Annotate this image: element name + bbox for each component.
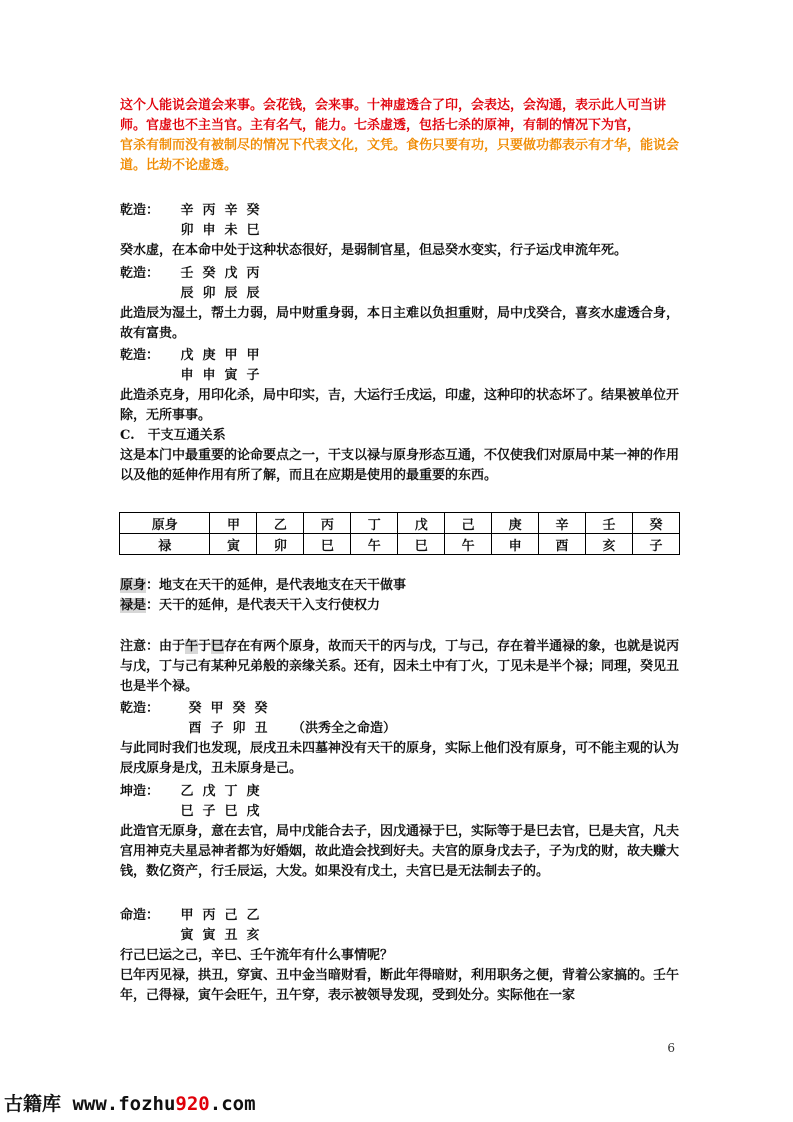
chart-6 [120,906,680,1006]
chart-label: 命造： [120,908,160,923]
table-cell: 巳 [398,534,445,555]
stem: 甲 [180,908,194,923]
table-cell: 原身 [120,513,210,534]
stem: 丙 [202,908,216,923]
table-cell: 己 [445,513,492,534]
table-cell: 午 [351,534,398,555]
chart-label: 乾造： [120,348,160,363]
definitions [120,576,680,616]
definition-text: ：地支在天干的延伸，是代表地支在天干做事 [146,578,407,593]
table-cell: 辛 [539,513,586,534]
section-heading: C. 干支互通关系 [120,428,226,443]
table-cell: 卯 [257,534,304,555]
stem: 乙 [180,784,194,799]
stem: 庚 [246,784,260,799]
branch: 巳 [180,804,194,819]
site-name: 古籍库 [4,1093,62,1115]
branch: 申 [202,368,216,383]
chart-label: 坤造： [120,784,160,799]
branch: 子 [202,804,216,819]
stem: 乙 [246,908,260,923]
branch: 子 [210,721,224,736]
branch: 卯 [232,721,246,736]
note-prefix: 注意：由于 [120,639,186,654]
paragraph: 此造辰为湿土，帮土力弱，局中财重身弱，本日主难以负担重财，局中戊癸合，喜亥水虚透合身，故有富贵。 [120,306,680,341]
table-cell: 酉 [539,534,586,555]
branch: 丑 [224,928,238,943]
stem: 壬 [180,266,194,281]
note-paragraph [120,637,680,697]
table-cell: 戊 [398,513,445,534]
table-cell: 亥 [585,534,632,555]
branch: 辰 [180,286,194,301]
chart-label: 乾造： [120,701,160,716]
note-mid: 于 [198,639,212,654]
branch: 辰 [246,286,260,301]
branch: 寅 [180,928,194,943]
term-lu: 禄是 [120,598,147,613]
table-cell: 巳 [304,534,351,555]
paragraph: 癸水虚，在本命中处于这种状态很好，是弱制官星，但忌癸水变实，行子运戊申流年死。 [120,243,628,258]
stem: 戊 [202,784,216,799]
note-rest: 存在有两个原身，故而天干的丙与戊，丁与己，存在着半通禄的象，也就是说丙与戊，丁与己有某种兄弟般的亲缘关系。还有，因未土中有丁火，丁见未是半个禄；同理，癸见丑也是半个禄。 [120,639,680,694]
table-cell: 丁 [351,513,398,534]
stem: 己 [224,908,238,923]
table-cell: 申 [492,534,539,555]
stem: 戊 [224,266,238,281]
stem: 丁 [224,784,238,799]
branch: 申 [180,368,194,383]
chart-5 [120,782,680,882]
paragraph: 巳年丙见禄，拱丑，穿寅、丑中金当暗财看，断此年得暗财，利用职务之便，背着公家搞的。壬午年，己得禄，寅午会旺午，丑午穿，表示被领导发现，受到处分。实际他在一家 [120,968,680,1003]
chart-4 [120,699,680,779]
paragraph: 与此同时我们也发现，辰戌丑未四墓神没有天干的原身，实际上他们没有原身，可不能主观的认为辰戌原身是戊，丑未原身是己。 [120,741,680,776]
site-url-b: .com [209,1093,256,1115]
table-row [120,513,680,534]
table-cell: 壬 [585,513,632,534]
intro-red-text: 这个人能说会道会来事。会花钱，会来事。十神虚透合了印，会表达，会沟通，表示此人可当讲师。官虚也不主当官。主有名气，能力。七杀虚透，包括七杀的原神，有制的情况下为官， [120,98,667,133]
chart-3 [120,346,680,486]
branch: 卯 [180,223,194,238]
stem: 癸 [246,203,260,218]
table-cell: 寅 [210,534,257,555]
chart-label: 乾造： [120,266,160,281]
term-yuanshen: 原身 [120,578,147,593]
yuanshen-lu-table [119,512,680,555]
paragraph: 行己巳运之己，辛巳、壬午流年有什么事情呢？ [120,948,394,963]
stem: 癸 [202,266,216,281]
intro-orange-text: 官杀有制而没有被制尽的情况下代表文化，文凭。食伤只要有功，只要做功都表示有才华，能说会道。比劫不论虚透。 [120,138,680,173]
branch: 丑 [254,721,268,736]
table-cell: 癸 [632,513,679,534]
paragraph: 此造官无原身，意在去官，局中戊能合去子，因戊通禄于巳，实际等于是巳去官，巳是夫宫，凡夫宫用神克夫星忌神者都为好婚姻，故此造会找到好夫。夫宫的原身戊去子，子为戊的财，故夫赚大钱，数亿资产，行壬辰运，大发。如果没有戊土，夫宫巳是无法制去子的。 [120,824,680,879]
note-highlight: 巳 [211,639,225,654]
stem: 辛 [224,203,238,218]
definition-text: ：天干的延伸，是代表天干入支行使权力 [146,598,381,613]
branch: 巳 [246,223,260,238]
table-cell: 庚 [492,513,539,534]
site-url-number: 920 [175,1093,210,1115]
branch: 亥 [246,928,260,943]
table-cell: 午 [445,534,492,555]
stem: 庚 [202,348,216,363]
intro-block [120,96,680,176]
stem: 甲 [246,348,260,363]
chart-note: （洪秀全之命造） [292,721,397,736]
branch: 辰 [224,286,238,301]
paragraph: 这是本门中最重要的论命要点之一，干支以禄与原身形态互通，不仅使我们对原局中某一神的作用以及他的延伸作用有所了解，而且在应期是使用的最重要的东西。 [120,448,680,483]
stem: 丙 [246,266,260,281]
branch: 酉 [188,721,202,736]
branch: 未 [224,223,238,238]
branch: 子 [246,368,260,383]
note-highlight: 午 [185,639,199,654]
stem: 甲 [210,701,224,716]
table-cell: 禄 [120,534,210,555]
table-cell: 丙 [304,513,351,534]
site-watermark[interactable] [4,1089,256,1116]
branch: 戌 [246,804,260,819]
table-cell: 子 [632,534,679,555]
chart-label: 乾造： [120,203,160,218]
page-number: 6 [667,1041,675,1055]
stem: 癸 [188,701,202,716]
paragraph: 此造杀克身，用印化杀，局中印实，吉，大运行壬戌运，印虚，这种印的状态坏了。结果被单位开除，无所事事。 [120,388,680,423]
branch: 申 [202,223,216,238]
site-url-a: www.fozhu [72,1093,176,1115]
note-block [120,637,680,697]
stem: 癸 [232,701,246,716]
table-cell: 乙 [257,513,304,534]
chart-2 [120,264,680,344]
stem: 癸 [254,701,268,716]
branch: 寅 [224,368,238,383]
stem: 甲 [224,348,238,363]
branch: 卯 [202,286,216,301]
stem: 辛 [180,203,194,218]
branch: 寅 [202,928,216,943]
stem: 丙 [202,203,216,218]
stem: 戊 [180,348,194,363]
branch: 巳 [224,804,238,819]
chart-1 [120,201,680,261]
table-cell: 甲 [210,513,257,534]
table-row [120,534,680,555]
